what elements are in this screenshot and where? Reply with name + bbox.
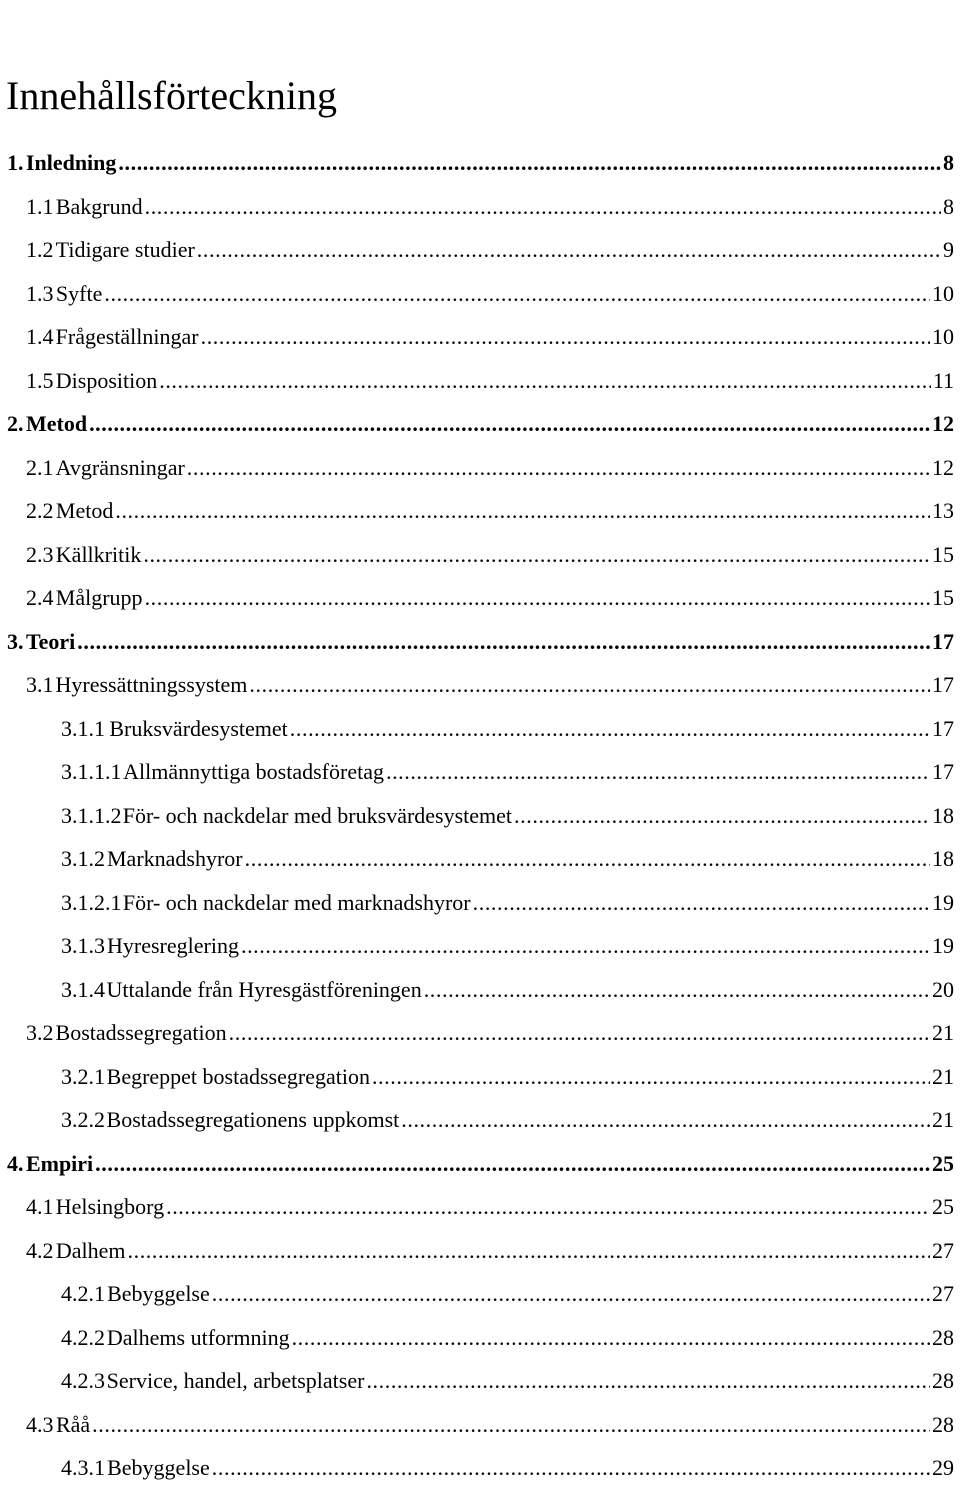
table-of-contents [0,141,960,1490]
toc-entry-number: 1.1 [26,193,54,219]
toc-entry[interactable] [0,1403,960,1447]
toc-entry[interactable] [0,620,960,664]
dot-leader [245,837,930,881]
toc-entry-title: Avgränsningar [55,454,185,480]
dot-leader [229,1011,930,1055]
toc-entry[interactable] [0,837,960,881]
toc-entry-number: 1.2 [26,237,54,262]
toc-entry[interactable] [0,576,960,620]
toc-entry-number: 3.1.1.1 [61,759,122,784]
toc-entry-number: 2. [7,411,24,436]
toc-entry-page-number: 21 [932,1063,954,1089]
toc-entry-title: Frågeställningar [55,324,199,349]
dot-leader [104,272,930,316]
dot-leader [115,489,930,533]
toc-entry-title: Marknadshyror [107,846,243,871]
toc-entry-page-number: 28 [932,1368,954,1393]
toc-entry-page-number: 17 [932,715,954,741]
toc-entry-title: Hyresreglering [107,933,239,958]
toc-entry-page-number: 19 [932,933,954,958]
toc-entry-number: 3.1.3 [61,933,105,958]
dot-leader [89,402,930,446]
toc-entry-page-number: 27 [932,1281,954,1306]
toc-entry-page-number: 13 [932,498,954,523]
toc-entry[interactable] [0,1142,960,1186]
toc-entry-title: Bostadssegregation [55,1020,227,1045]
toc-entry-number: 3.1.4 [61,976,105,1002]
dot-leader [212,1272,930,1316]
toc-entry[interactable] [0,1098,960,1142]
toc-entry-page-number: 28 [932,1411,954,1437]
dot-leader [197,228,941,272]
dot-leader [145,576,930,620]
toc-entry-title: Service, handel, arbetsplatser [106,1368,365,1393]
toc-entry[interactable] [0,402,960,446]
dot-leader [372,1055,930,1099]
dot-leader [143,533,930,577]
toc-entry-title: Bebyggelse [107,1281,210,1306]
toc-entry[interactable] [0,750,960,794]
toc-entry-page-number: 12 [932,411,954,436]
toc-entry-page-number: 20 [932,976,954,1002]
toc-entry-title: Begreppet bostadssegregation [106,1063,370,1089]
toc-entry-number: 4.2 [26,1237,54,1263]
page-title: Innehållsförteckning [6,73,337,118]
toc-entry-number: 3.2.1 [61,1063,105,1089]
toc-entry-number: 3.2.2 [61,1107,105,1132]
toc-entry-title: Uttalande från Hyresgästföreningen [106,976,422,1002]
toc-entry-page-number: 17 [932,672,954,697]
toc-entry[interactable] [0,446,960,490]
toc-entry[interactable] [0,707,960,751]
toc-entry-number: 3.1.2 [61,846,105,871]
toc-entry[interactable] [0,1229,960,1273]
toc-entry-title: Disposition [55,367,158,393]
toc-entry-title: Dalhem [55,1237,126,1263]
toc-entry-page-number: 11 [932,367,954,393]
dot-leader [386,750,930,794]
toc-entry-number: 4.3 [26,1411,54,1437]
toc-entry-number: 4.2.2 [61,1324,105,1350]
toc-entry-title: Empiri [25,1150,94,1176]
toc-entry[interactable] [0,228,960,272]
toc-entry-title: Metod [55,498,114,523]
toc-entry[interactable] [0,315,960,359]
toc-entry[interactable] [0,1272,960,1316]
toc-entry-title: Bebyggelse [107,1455,210,1480]
toc-entry[interactable] [0,1185,960,1229]
dot-leader [118,141,941,185]
dot-leader [128,1229,931,1273]
toc-entry-title: För- och nackdelar med bruksvärdesystemet [122,802,513,828]
dot-leader [159,359,931,403]
toc-entry-number: 3.1 [26,672,54,697]
toc-entry-number: 3.2 [26,1020,54,1045]
toc-entry[interactable] [0,141,960,185]
dot-leader [292,1316,930,1360]
toc-entry-title: Metod [25,411,88,436]
toc-entry-page-number: 21 [932,1020,954,1045]
toc-entry-title: Hyressättningssystem [55,672,248,697]
toc-entry-number: 3. [7,628,24,654]
toc-entry-title: Bruksvärdesystemet [109,715,288,741]
toc-entry[interactable] [0,185,960,229]
toc-entry-title: Helsingborg [55,1194,165,1219]
dot-leader [166,1185,930,1229]
toc-entry-number: 4.3.1 [61,1455,105,1480]
toc-entry-page-number: 10 [932,280,954,306]
dot-leader [77,620,930,664]
toc-entry-page-number: 29 [932,1455,954,1480]
toc-entry-number: 1.4 [26,324,54,349]
toc-entry-number: 4. [7,1150,24,1176]
toc-entry-number: 3.1.1.2 [61,802,122,828]
toc-entry-title: Syfte [55,280,103,306]
toc-entry-title: Dalhems utformning [106,1324,290,1350]
toc-entry-number: 4.1 [26,1194,54,1219]
toc-entry[interactable] [0,1055,960,1099]
toc-entry[interactable] [0,924,960,968]
toc-entry-title: Allmännyttiga bostadsföretag [123,759,384,784]
toc-entry-page-number: 21 [932,1107,954,1132]
toc-entry-title: Källkritik [55,541,142,567]
toc-entry-page-number: 19 [932,889,954,915]
dot-leader [424,968,930,1012]
toc-entry-page-number: 18 [932,846,954,871]
dot-leader [366,1359,930,1403]
toc-entry[interactable] [0,533,960,577]
toc-entry-page-number: 10 [932,324,954,349]
toc-entry-page-number: 12 [932,454,954,480]
dot-leader [241,924,930,968]
dot-leader [401,1098,930,1142]
toc-entry[interactable] [0,663,960,707]
toc-entry[interactable] [0,1011,960,1055]
toc-entry-page-number: 15 [932,541,954,567]
dot-leader [187,446,930,490]
toc-entry-title: Målgrupp [55,585,143,610]
toc-entry-page-number: 15 [932,585,954,610]
toc-entry-page-number: 8 [943,193,954,219]
toc-entry[interactable] [0,794,960,838]
toc-entry-page-number: 17 [932,628,954,654]
dot-leader [95,1142,930,1186]
toc-entry-number: 2.4 [26,585,54,610]
toc-entry[interactable] [0,489,960,533]
dot-leader [473,881,930,925]
dot-leader [514,794,930,838]
toc-entry-number: 1. [7,150,24,175]
toc-entry-page-number: 27 [932,1237,954,1263]
toc-entry[interactable] [0,968,960,1012]
toc-entry-number: 1.5 [26,367,54,393]
toc-entry-number: 4.2.1 [61,1281,105,1306]
toc-entry[interactable] [0,1316,960,1360]
toc-entry-title: Tidigare studier [55,237,195,262]
toc-entry-page-number: 28 [932,1324,954,1350]
toc-entry-number: 4.2.3 [61,1368,105,1393]
toc-entry-page-number: 17 [932,759,954,784]
toc-entry-title: Bakgrund [55,193,143,219]
toc-entry[interactable] [0,881,960,925]
toc-entry-page-number: 25 [932,1150,954,1176]
dot-leader [249,663,930,707]
toc-entry-page-number: 18 [932,802,954,828]
toc-entry-number: 1.3 [26,280,54,306]
toc-entry-number: 2.2 [26,498,54,523]
toc-entry-number: 3.1.2.1 [61,889,122,915]
toc-entry-title: Råå [55,1411,91,1437]
toc-entry-page-number: 25 [932,1194,954,1219]
toc-entry-number: 3.1.1 [61,715,105,741]
toc-entry-number: 2.3 [26,541,54,567]
toc-entry[interactable] [0,272,960,316]
toc-entry-title: Bostadssegregationens uppkomst [106,1107,400,1132]
toc-entry-page-number: 8 [943,150,954,175]
toc-entry-title: Inledning [25,150,117,175]
dot-leader [92,1403,930,1447]
dot-leader [290,707,930,751]
toc-entry-title: För- och nackdelar med marknadshyror [122,889,471,915]
toc-entry-page-number: 9 [943,237,954,262]
toc-entry-number: 2.1 [26,454,54,480]
dot-leader [201,315,930,359]
dot-leader [145,185,941,229]
toc-entry[interactable] [0,359,960,403]
toc-entry-title: Teori [26,628,76,654]
toc-entry[interactable] [0,1359,960,1403]
